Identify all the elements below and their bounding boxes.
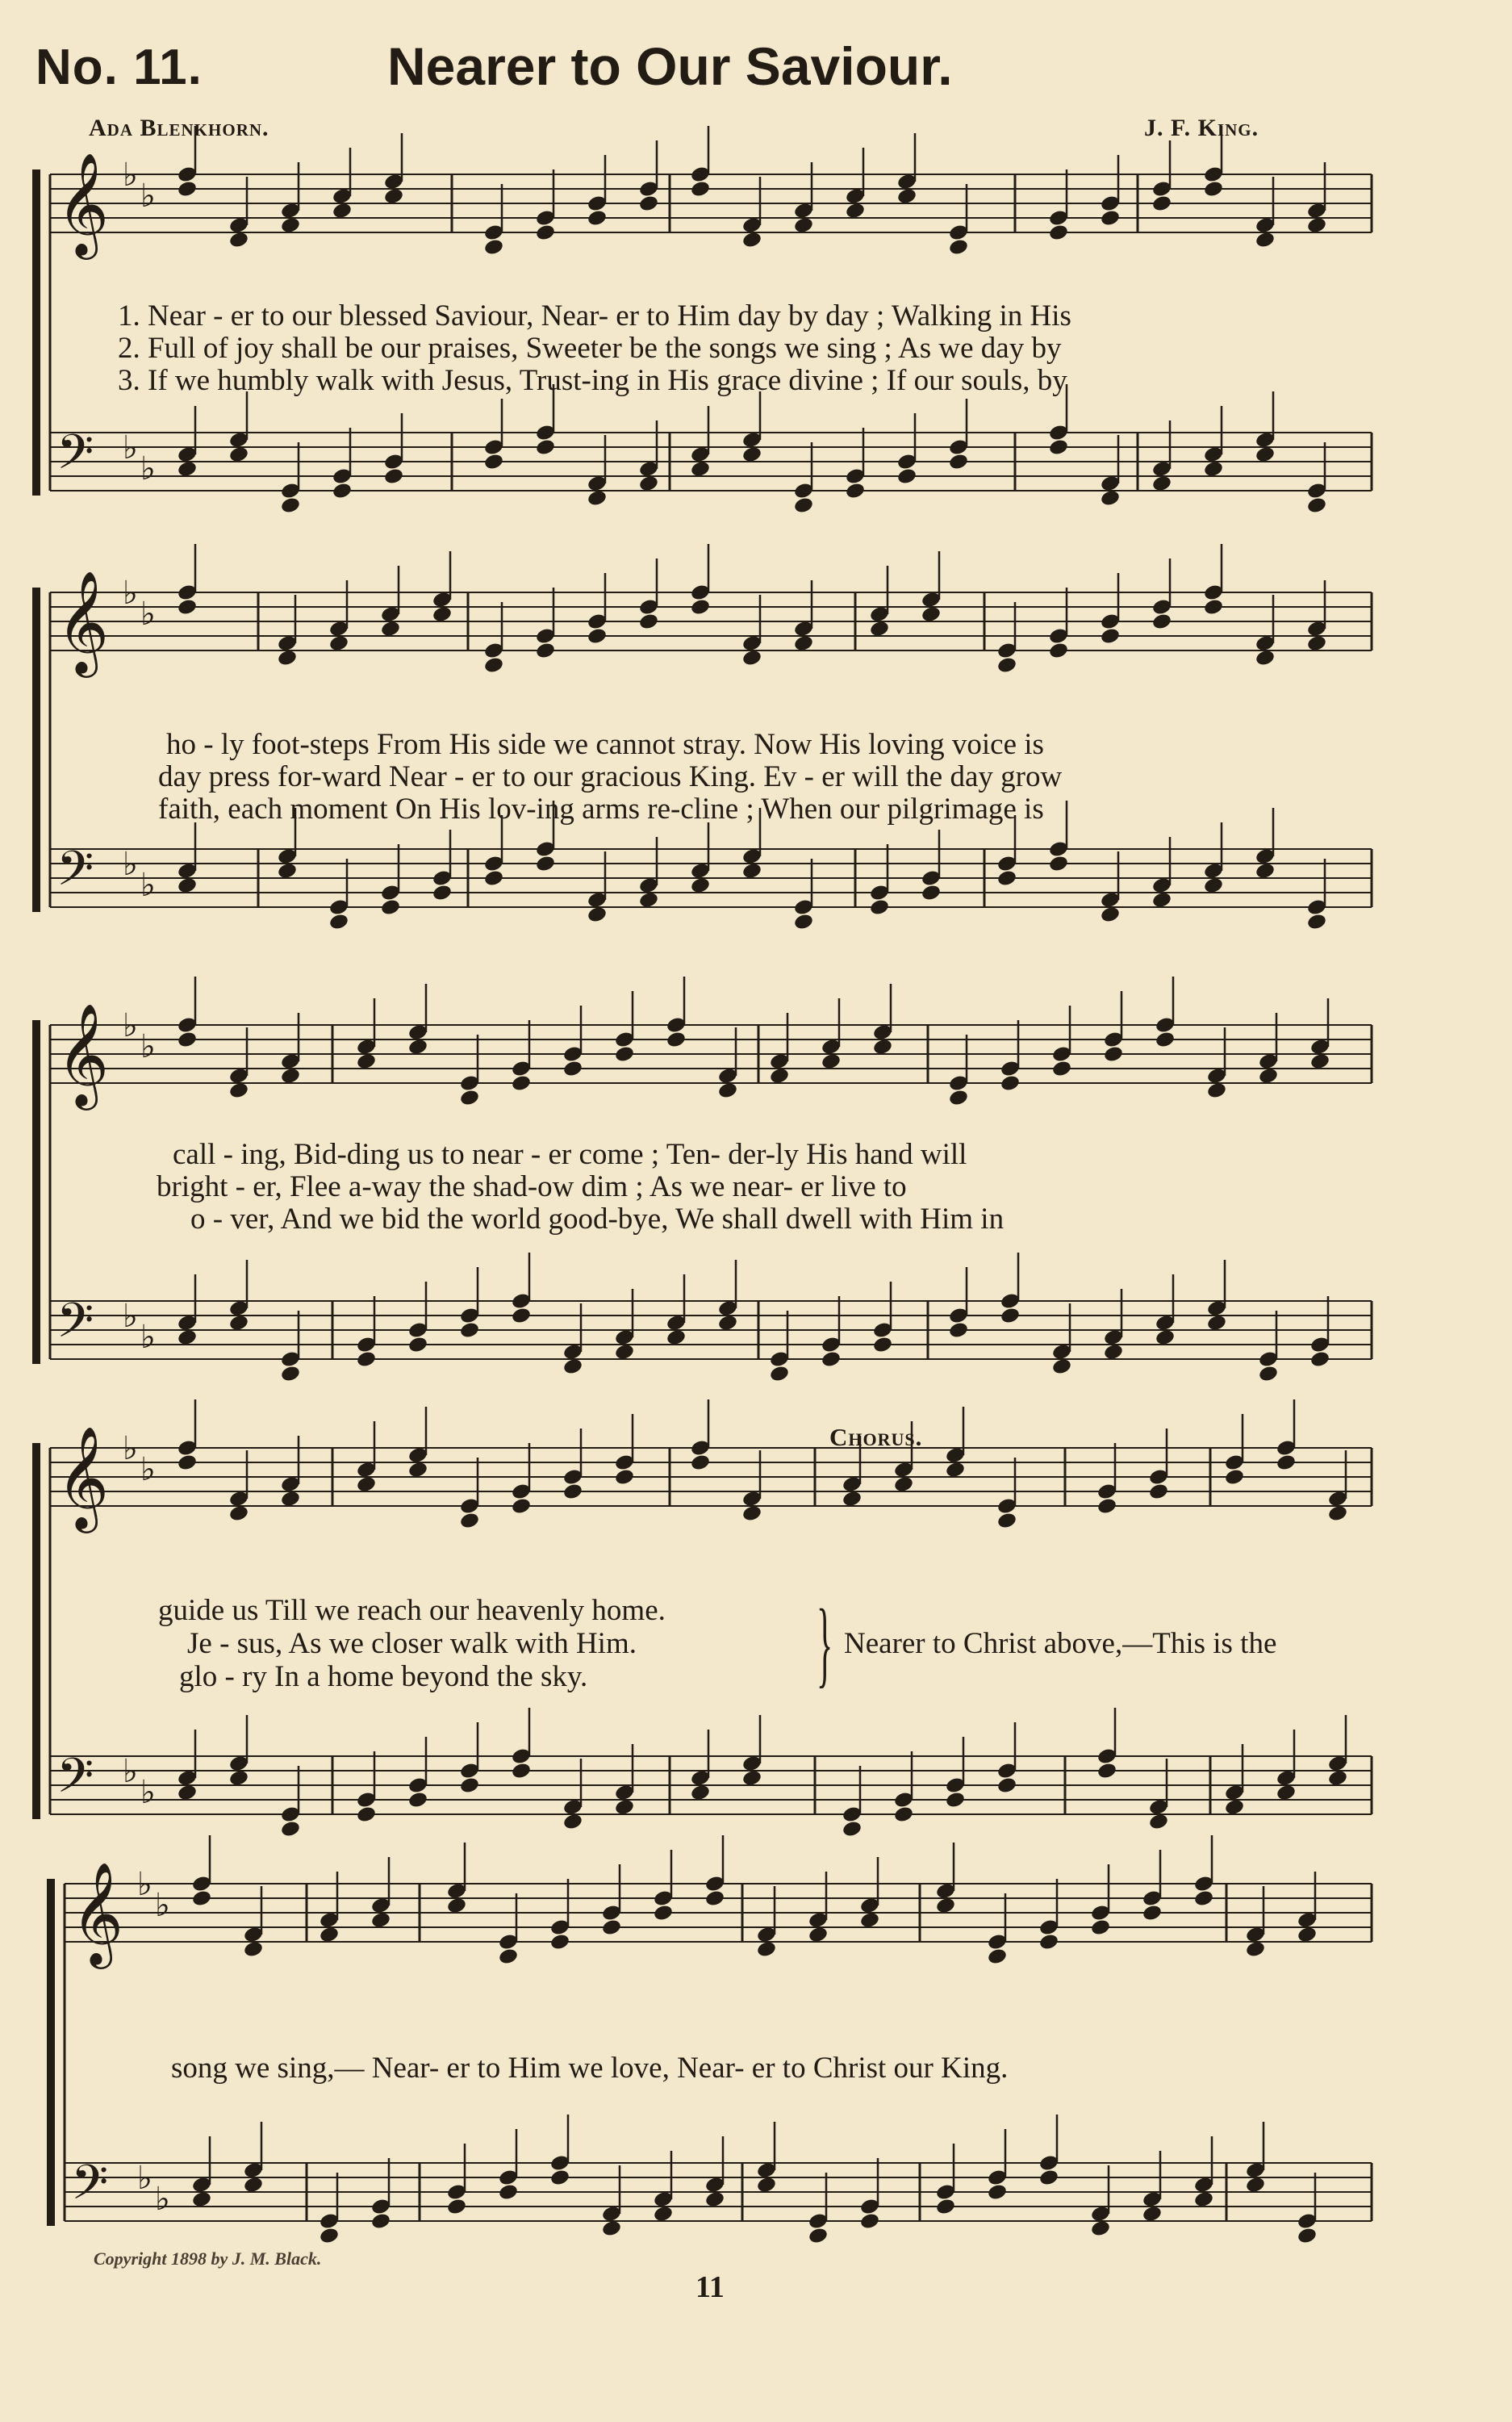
bass-clef-icon: 𝄢 xyxy=(56,424,94,492)
copyright-notice: Copyright 1898 by J. M. Black. xyxy=(94,2248,322,2269)
note-head xyxy=(498,2183,519,2202)
flat-sign-icon: ♭ xyxy=(140,1774,156,1811)
treble-clef-icon: 𝄞 xyxy=(56,1425,110,1529)
treble-clef-icon: 𝄞 xyxy=(56,570,110,673)
treble-clef-icon: 𝄞 xyxy=(56,1002,110,1106)
lyric-line: guide us Till we reach our heavenly home. xyxy=(158,1594,666,1627)
flat-sign-icon: ♭ xyxy=(140,867,156,904)
note-head xyxy=(243,1940,264,1959)
flat-sign-icon: ♭ xyxy=(140,596,156,633)
verse-brace: } xyxy=(817,1589,833,1696)
note-head xyxy=(756,2176,777,2194)
lyric-line: glo - ry In a home beyond the sky. xyxy=(179,1660,588,1693)
note-head xyxy=(319,1926,340,1944)
lyric-line: day press for-ward Near - er to our gracious King. Ev - er will the day grow xyxy=(158,760,1063,793)
system-brace xyxy=(47,1879,55,2226)
note-head xyxy=(859,2212,880,2231)
note-head xyxy=(1297,1926,1318,1944)
note-head xyxy=(653,2205,674,2223)
flat-sign-icon: ♭ xyxy=(123,1298,138,1335)
lyric-line: o - ver, And we bid the world good-bye, We shall dwell with Him in xyxy=(190,1203,1005,1236)
note-head xyxy=(1038,2169,1059,2187)
note-head xyxy=(319,2227,340,2244)
bass-clef-icon: 𝄢 xyxy=(56,1747,94,1815)
flat-sign-icon: ♭ xyxy=(140,1319,156,1356)
note-head xyxy=(1245,2176,1266,2194)
bass-clef-icon: 𝄢 xyxy=(56,840,94,908)
note-head xyxy=(370,2212,391,2231)
note-head xyxy=(1090,1918,1111,1937)
note-head xyxy=(756,1940,777,1959)
note-head xyxy=(1090,2219,1111,2238)
flat-sign-icon: ♭ xyxy=(123,429,138,466)
note-head xyxy=(704,2190,725,2209)
flat-sign-icon: ♭ xyxy=(123,1753,138,1790)
lyric-line: faith, each moment On His lov-ing arms re-cline ; When our pilgrimage is xyxy=(158,793,1044,826)
note-head xyxy=(987,1947,1008,1966)
note-head xyxy=(808,1926,829,1944)
note-head xyxy=(191,2190,212,2209)
flat-sign-icon: ♭ xyxy=(123,575,138,612)
note-head xyxy=(935,2198,956,2216)
note-head xyxy=(370,1911,391,1930)
note-head xyxy=(653,1904,674,1922)
hymn-number: No. 11. xyxy=(36,40,203,95)
lyric-line: song we sing,— Near- er to Him we love, Near- er to Christ our King. xyxy=(171,2052,1009,2085)
bass-clef-icon: 𝄢 xyxy=(56,1292,94,1360)
chorus-lyric-line: Nearer to Christ above,—This is the xyxy=(844,1627,1277,1660)
flat-sign-icon: ♭ xyxy=(155,1887,170,1924)
flat-sign-icon: ♭ xyxy=(123,846,138,883)
flat-sign-icon: ♭ xyxy=(140,1028,156,1065)
flat-sign-icon: ♭ xyxy=(140,450,156,487)
note-head xyxy=(1142,1904,1163,1922)
note-head xyxy=(446,1897,467,1915)
lyric-line: 2. Full of joy shall be our praises, Sweeter be the songs we sing ; As we day by xyxy=(118,332,1062,365)
note-head xyxy=(191,1889,212,1908)
note-head xyxy=(549,2169,570,2187)
hymn-title: Nearer to Our Saviour. xyxy=(387,36,953,96)
flat-sign-icon: ♭ xyxy=(137,2160,152,2197)
flat-sign-icon: ♭ xyxy=(155,2181,170,2218)
note-head xyxy=(1245,1940,1266,1959)
note-head xyxy=(446,2198,467,2216)
flat-sign-icon: ♭ xyxy=(140,1451,156,1488)
note-head xyxy=(601,1918,622,1937)
note-head xyxy=(601,2219,622,2238)
lyric-line: Je - sus, As we closer walk with Him. xyxy=(187,1627,637,1660)
lyric-line: call - ing, Bid-ding us to near - er come ; Ten- der-ly His hand will xyxy=(173,1138,967,1171)
note-head xyxy=(1038,1933,1059,1951)
lyric-line: ho - ly foot-steps From His side we cannot stray. Now His loving voice is xyxy=(166,728,1044,761)
note-head xyxy=(859,1911,880,1930)
author-credit: Ada Blenkhorn. xyxy=(89,115,269,141)
note-head xyxy=(1142,2205,1163,2223)
page-number: 11 xyxy=(695,2270,725,2304)
flat-sign-icon: ♭ xyxy=(140,178,156,215)
treble-clef-icon: 𝄞 xyxy=(71,1861,124,1964)
treble-clef-icon: 𝄞 xyxy=(56,152,110,255)
note-head xyxy=(808,2227,829,2244)
flat-sign-icon: ♭ xyxy=(123,1007,138,1044)
composer-credit: J. F. King. xyxy=(1144,115,1259,141)
chorus-label: Chorus. xyxy=(829,1423,923,1451)
note-head xyxy=(243,2176,264,2194)
lyric-line: 1. Near - er to our blessed Saviour, Near- er to Him day by day ; Walking in His xyxy=(118,299,1071,333)
note-head xyxy=(987,2183,1008,2202)
flat-sign-icon: ♭ xyxy=(123,157,138,194)
flat-sign-icon: ♭ xyxy=(137,1866,152,1903)
note-head xyxy=(549,1933,570,1951)
lyric-line: bright - er, Flee a-way the shad-ow dim ; As we near- er live to xyxy=(157,1170,907,1203)
note-head xyxy=(935,1897,956,1915)
note-head xyxy=(1297,2227,1318,2244)
flat-sign-icon: ♭ xyxy=(123,1430,138,1467)
bass-clef-icon: 𝄢 xyxy=(71,2154,109,2222)
note-head xyxy=(1193,2190,1214,2209)
note-head xyxy=(498,1947,519,1966)
note-head xyxy=(1193,1889,1214,1908)
lyric-line: 3. If we humbly walk with Jesus, Trust-ing in His grace divine ; If our souls, by xyxy=(118,364,1067,397)
note-head xyxy=(704,1889,725,1908)
